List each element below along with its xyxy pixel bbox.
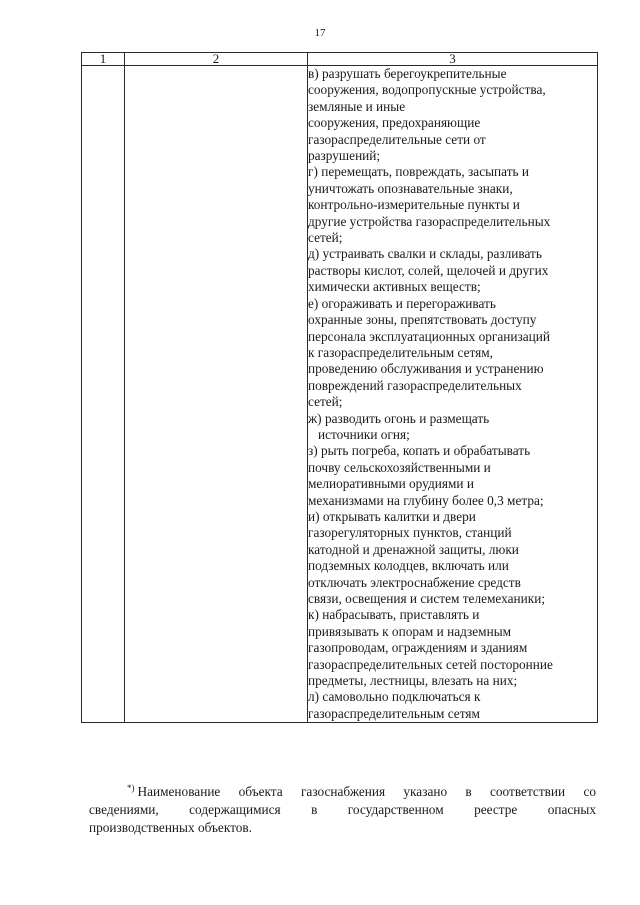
cell-text-line: и) открывать калитки и двери [308,508,476,524]
cell-text-line: источники огня; [318,426,410,442]
footnote-text: Наименование объекта газоснабжения указано в соответствии со [137,784,596,799]
cell-text-line: ж) разводить огонь и размещать [308,410,490,426]
cell-text-line: газорегуляторных пунктов, станций [308,525,512,541]
cell-text-line: земляные и иные [308,98,406,114]
column-header-3: 3 [308,53,598,66]
cell-text-line: к газораспределительным сетям, [308,344,493,360]
table-header-row [82,53,598,66]
cell-text-line: газораспределительных сетей посторонние [308,656,553,672]
page-number: 17 [314,27,326,39]
cell-text-line: сетей; [308,230,343,246]
cell-text-line: химически активных веществ; [308,279,481,295]
cell-text-line: в) разрушать берегоукрепительные [308,66,507,81]
cell-text-line: другие устройства газораспределительных [308,213,551,229]
column-2-cell [125,66,308,723]
cell-text-line: связи, освещения и систем телемеханики; [308,591,546,606]
cell-text-line: проведению обслуживания и устранению [308,361,544,377]
cell-text-line: механизмами на глубину более 0,3 метра; [308,492,544,508]
cell-text-line: почву сельскохозяйственными и [308,459,491,475]
cell-text-line: предметы, лестницы, влезать на них; [308,673,518,689]
cell-text-line: катодной и дренажной защиты, люки [308,541,519,557]
column-header-2: 2 [125,53,308,66]
footnote-line: сведениями, содержащимися в государственном реестре опасных [89,802,596,817]
cell-text-line: л) самовольно подключаться к [308,689,481,705]
cell-text-line: персонала эксплуатационных организаций [308,328,551,344]
cell-text-line: газопроводам, ограждениям и зданиям [308,640,528,656]
cell-text-line: контрольно-измерительные пункты и [308,197,520,213]
cell-text-line: г) перемещать, повреждать, засыпать и [308,164,530,180]
cell-text-line: мелиоративными орудиями и [308,476,474,492]
cell-text-line: з) рыть погреба, копать и обрабатывать [308,443,531,459]
cell-text-line: д) устраивать свалки и склады, разливать [308,246,542,262]
cell-text-line: сооружения, предохраняющие [308,115,481,131]
footnote-line [89,783,596,801]
cell-text-line: газораспределительные сети от [308,131,486,147]
footnote [89,783,596,837]
column-1-cell [82,66,125,723]
cell-text-line: уничтожать опознавательные знаки, [308,180,513,196]
cell-text-line: сооружения, водопропускные устройства, [308,82,546,98]
cell-text-line: газораспределительным сетям [308,705,480,721]
cell-text-line: подземных колодцев, включать или [308,558,509,574]
footnote-marker: *) [127,783,135,793]
column-header-1: 1 [82,53,125,66]
cell-text-line: е) огораживать и перегораживать [308,295,496,311]
cell-text-line: повреждений газораспределительных [308,377,522,393]
cell-text-line: охранные зоны, препятствовать доступу [308,312,537,328]
column-3-cell [308,66,598,723]
footnote-line: производственных объектов. [89,820,252,835]
cell-text-line: к) набрасывать, приставлять и [308,607,480,623]
cell-text-line: отключать электроснабжение средств [308,574,521,590]
cell-text-line: привязывать к опорам и надземным [308,623,512,639]
cell-text-line: разрушений; [308,148,381,164]
cell-text-line: сетей; [308,394,343,410]
table-row [82,66,598,723]
cell-text-line: растворы кислот, солей, щелочей и других [308,262,549,278]
document-table [81,52,598,723]
